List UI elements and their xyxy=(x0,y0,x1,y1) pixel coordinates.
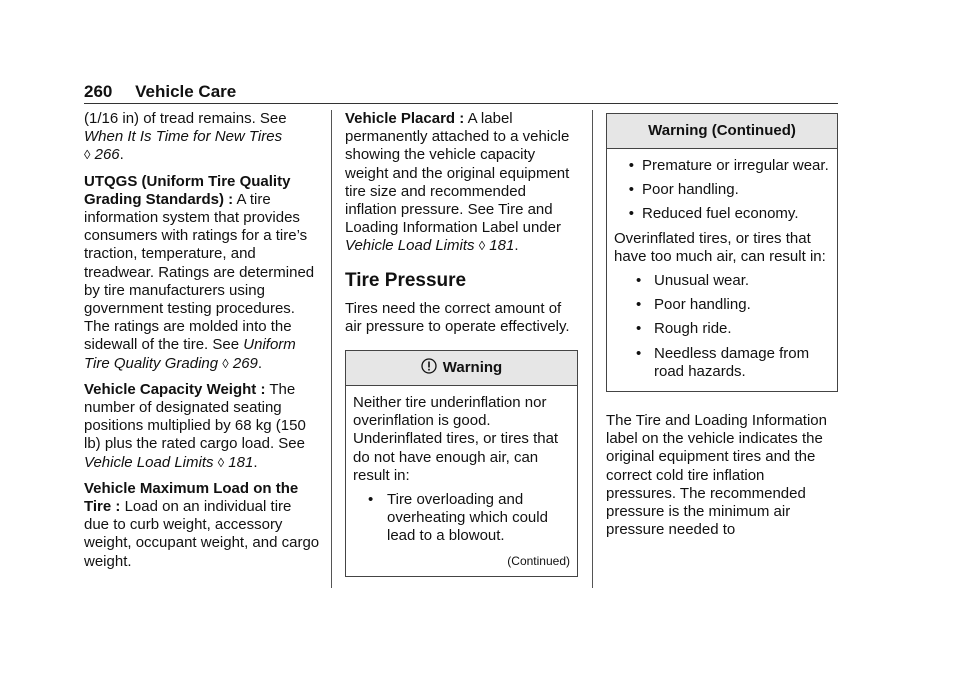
utqgs-definition: UTQGS (Uniform Tire Quality Grading Standards) : A tire information system that provides consumers with ratings for a tire’s traction, temperature, and treadwear. Ratings are determined by tire manufacturers using government testing procedures. The ratings are molded into the sidewall of the tire. See Uniform Tire Quality Grading ◊ 269. xyxy=(84,172,315,372)
utqgs-link[interactable]: Uniform Tire Quality Grading xyxy=(84,336,296,372)
list-item: • Poor handling. xyxy=(614,181,830,199)
section-heading: Tire Pressure xyxy=(345,269,467,291)
continued-label: (Continued) xyxy=(507,553,570,568)
column-3 xyxy=(606,110,838,547)
warning-header xyxy=(346,351,577,386)
warning-continued-header: Warning (Continued) xyxy=(607,114,837,149)
list-item: • Tire overloading and overheating which could lead to a blowout. xyxy=(368,491,548,545)
warning-exclamation-icon xyxy=(421,358,437,374)
warning-title: Warning xyxy=(442,359,503,377)
tire-label-paragraph: The Tire and Loading Information label on the vehicle indicates the original equipment tires and the correct cold tire inflation pressures. The recommended pressure is the minimum air pressure needed to xyxy=(606,412,827,539)
bullet-icon: • xyxy=(628,157,634,174)
warning-continued-body xyxy=(607,149,837,391)
vehicle-placard-definition: Vehicle Placard : A label permanently attached to a vehicle showing the vehicle capacity weight and the original equipment tire size and recommended inflation pressure. See Tire and Loading Information Label under Vehicle Load Limits ◊ 181. xyxy=(345,110,570,255)
page-header xyxy=(84,82,236,102)
column-divider-2 xyxy=(592,110,593,588)
warning-box xyxy=(345,350,578,577)
page-reference[interactable]: 266 xyxy=(94,146,120,164)
bullet-icon: • xyxy=(628,205,634,223)
warning-continued-box xyxy=(606,113,838,392)
bullet-icon: • xyxy=(636,320,642,338)
bullet-icon: • xyxy=(636,344,642,362)
load-limits-link[interactable]: Vehicle Load Limits xyxy=(345,237,475,255)
bullet-icon: • xyxy=(628,181,634,199)
bullet-icon: • xyxy=(636,272,642,290)
bullet-icon: • xyxy=(368,491,374,509)
vml-term: Vehicle Maximum Load on the Tire : xyxy=(84,479,299,516)
list-item: • Rough ride. xyxy=(636,320,732,338)
warning-text: Neither tire underinflation nor overinflation is good. Underinflated tires, or tires that do not have enough air, can result in: xyxy=(353,394,559,484)
list-item: • Premature or irregular wear. xyxy=(614,157,830,175)
section-title: Vehicle Care xyxy=(135,82,237,101)
intro-paragraph: Tires need the correct amount of air pressure to operate effectively. xyxy=(345,299,570,335)
load-limits-link[interactable]: Vehicle Load Limits xyxy=(84,453,214,471)
vp-term: Vehicle Placard : xyxy=(345,110,465,127)
page-reference[interactable]: 269 xyxy=(232,354,258,372)
page-reference-icon: ◊ xyxy=(84,147,91,163)
vehicle-capacity-definition: Vehicle Capacity Weight : The number of designated seating positions multiplied by 68 kg (150 lb) plus the rated cargo load. See Vehicle Load Limits ◊ 181. xyxy=(84,380,306,471)
list-item: • Unusual wear. xyxy=(636,272,750,290)
header-rule xyxy=(84,103,838,104)
column-1 xyxy=(84,110,320,579)
page-reference-icon: ◊ xyxy=(217,454,225,470)
tread-paragraph: (1/16 in) of tread remains. See When It Is Time for New Tires ◊ 266. xyxy=(84,110,287,164)
list-item: • Reduced fuel economy. xyxy=(614,205,830,223)
vcw-term: Vehicle Capacity Weight : xyxy=(84,380,266,398)
list-item: • Poor handling. xyxy=(636,296,751,314)
page-reference[interactable]: 181 xyxy=(489,237,515,255)
max-load-definition: Vehicle Maximum Load on the Tire : Load on an individual tire due to curb weight, accessory weight, occupant weight, and cargo weight. xyxy=(84,479,320,570)
page-reference-icon: ◊ xyxy=(222,355,229,371)
new-tires-link[interactable]: When It Is Time for New Tires xyxy=(84,128,283,146)
bullet-icon: • xyxy=(636,296,642,314)
page-number: 260 xyxy=(84,82,113,101)
utqgs-term: UTQGS (Uniform Tire Quality Grading Standards) : xyxy=(84,172,291,208)
warning-body xyxy=(346,386,577,576)
page-reference[interactable]: 181 xyxy=(228,453,254,471)
overinflation-text: Overinflated tires, or tires that have too much air, can result in: xyxy=(614,229,826,265)
page-reference-icon: ◊ xyxy=(478,238,486,254)
list-item: • Needless damage from road hazards. xyxy=(636,344,810,380)
column-2 xyxy=(345,110,578,577)
column-divider-1 xyxy=(331,110,332,588)
